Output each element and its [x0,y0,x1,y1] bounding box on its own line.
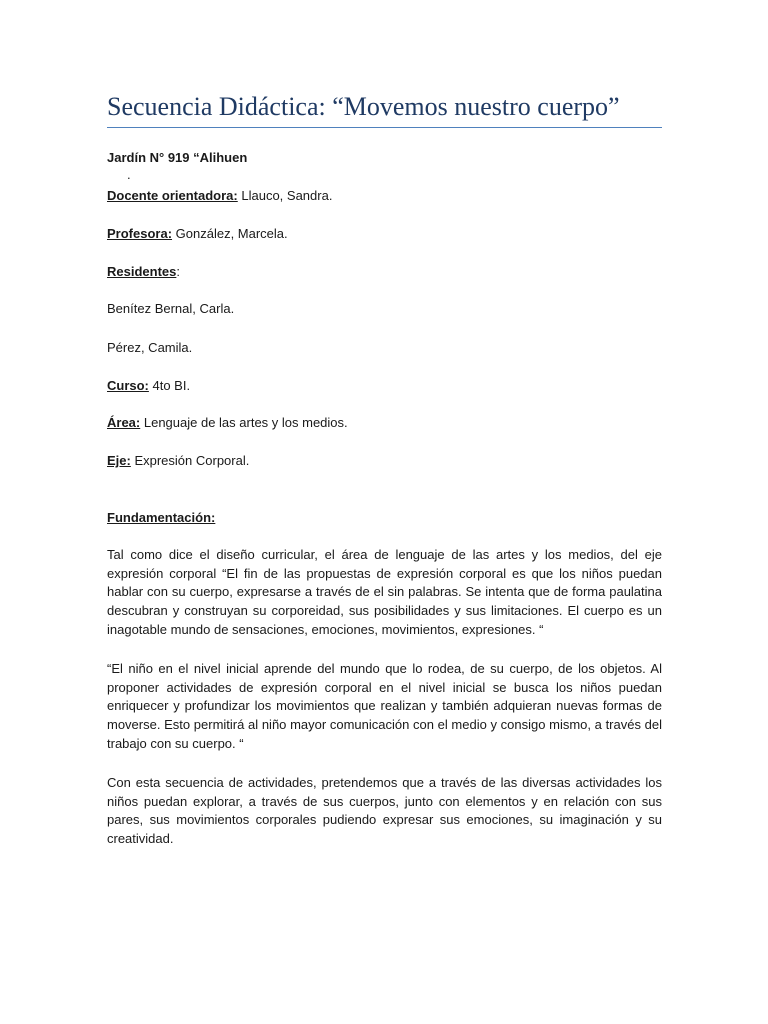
curso-label: Curso: [107,378,149,393]
residentes-row [107,263,667,281]
residentes-suffix: : [176,264,180,279]
paragraph: Con esta secuencia de actividades, pretendemos que a través de las diversas actividades los niños puedan explorar, a través de sus cuerpos, junto con elementos y en relación con sus pares, sus movimientos corporales pudiendo expresar sus emociones, su imaginación y su creatividad. [107,775,662,847]
residente-item: Pérez, Camila. [107,340,193,355]
eje-row [107,452,667,470]
school-name: Jardín N° 919 “Alihuen [107,150,248,165]
curso-row [107,377,667,395]
docente-row [107,187,667,205]
paragraph: Tal como dice el diseño curricular, el área de lenguaje de las artes y los medios, del eje expresión corporal “El fin de las propuestas de expresión corporal es que los niños puedan hablar con su cuerpo, expresarse a través de el sin palabras. Se intenta que de forma paulatina descubran y construyan su corporeidad, sus posibilidades y sus limitaciones. El cuerpo es un inagotable mundo de sensaciones, emociones, movimientos, expresiones. “ [107,547,662,637]
area-row [107,414,667,432]
docente-value: Llauco, Sandra. [237,188,333,203]
document-title: Secuencia Didáctica: “Movemos nuestro cuerpo” [107,92,620,121]
residente-item: Benítez Bernal, Carla. [107,301,235,316]
profesora-row [107,225,667,243]
title-underline [107,127,662,128]
docente-label: Docente orientadora: [107,188,238,203]
curso-value: 4to BI. [148,378,191,393]
area-value: Lenguaje de las artes y los medios. [140,415,348,430]
profesora-value: González, Marcela. [172,226,288,241]
profesora-label: Profesora: [107,226,173,241]
section-heading-row [107,509,667,527]
area-label: Área: [107,415,141,430]
eje-label: Eje: [107,453,131,468]
paragraph: “El niño en el nivel inicial aprende del mundo que lo rodea, de su cuerpo, de los objetos. Al proponer actividades de expresión corporal en el nivel inicial se busca los niños puedan enriquecer y profundizar los movimientos que realizan y también adquieran nuevas formas de moverse. Esto permitirá al niño mayor comunicación con el medio y consigo mismo, a través del trabajo con su cuerpo. “ [107,661,662,751]
section-heading: Fundamentación: [107,510,216,525]
eje-value: Expresión Corporal. [130,453,250,468]
residentes-label: Residentes [107,264,177,279]
stray-mark: . [127,167,131,182]
